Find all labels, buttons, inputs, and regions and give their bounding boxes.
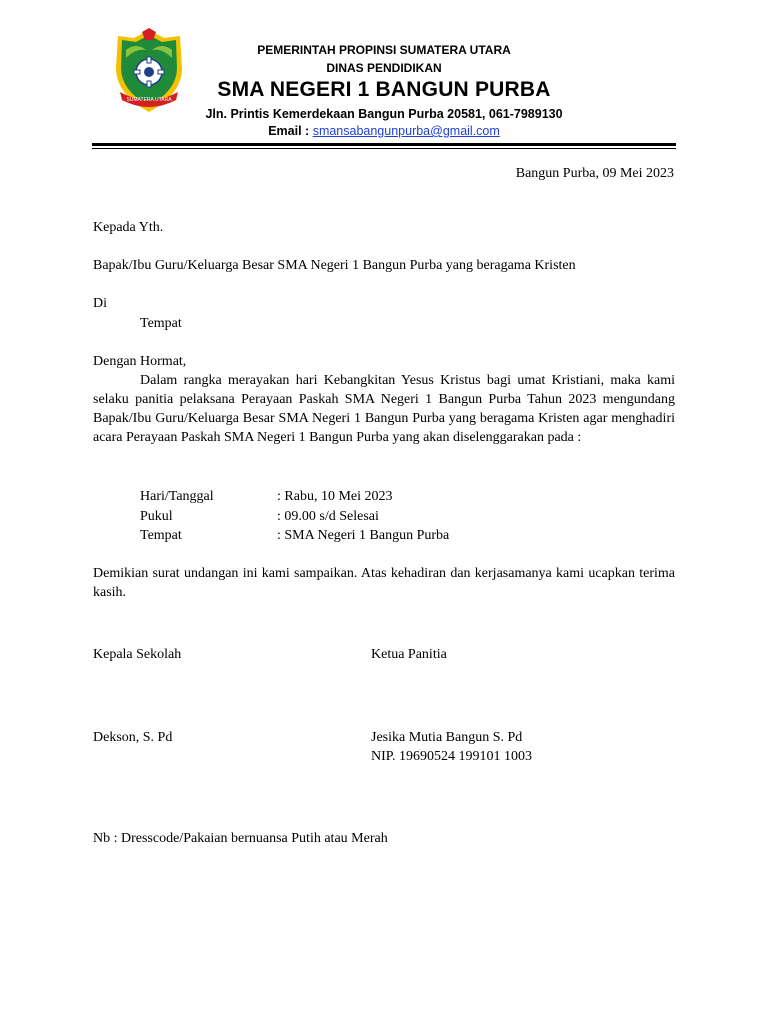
body-paragraph bbox=[93, 371, 675, 447]
letterhead-rule-thick bbox=[92, 143, 676, 146]
letterhead-school-name: SMA NEGERI 1 BANGUN PURBA bbox=[217, 78, 551, 101]
recipient: Bapak/Ibu Guru/Keluarga Besar SMA Negeri 1 Bangun Purba yang beragama Kristen bbox=[93, 258, 576, 273]
detail-value: : SMA Negeri 1 Bangun Purba bbox=[277, 528, 450, 543]
email-link[interactable]: smansabangunpurba@gmail.com bbox=[312, 124, 500, 138]
greeting: Dengan Hormat, bbox=[93, 354, 187, 369]
tempat-label: Tempat bbox=[140, 316, 182, 331]
letterhead-department: DINAS PENDIDIKAN bbox=[326, 61, 442, 75]
detail-row-date bbox=[140, 487, 393, 506]
letterhead-email-line bbox=[188, 124, 580, 138]
closing-paragraph: Demikian surat undangan ini kami sampaikan. Atas kehadiran dan kerjasamanya kami ucapkan terima kasih. bbox=[93, 566, 675, 600]
detail-value: : Rabu, 10 Mei 2023 bbox=[277, 489, 393, 504]
salutation: Kepada Yth. bbox=[93, 220, 164, 235]
dresscode-note: Nb : Dresscode/Pakaian bernuansa Putih atau Merah bbox=[93, 831, 388, 846]
signature-left-name: Dekson, S. Pd bbox=[93, 730, 173, 745]
letterhead-address: Jln. Printis Kemerdekaan Bangun Purba 20581, 061-7989130 bbox=[205, 107, 563, 121]
detail-label: Tempat bbox=[140, 528, 182, 543]
di-label: Di bbox=[93, 296, 107, 311]
letterhead-rule-thin bbox=[92, 148, 676, 149]
logo-banner-text: SUMATERA UTARA bbox=[126, 97, 172, 103]
signature-right-name: Jesika Mutia Bangun S. Pd bbox=[371, 730, 523, 745]
signature-right-nip: NIP. 19690524 199101 1003 bbox=[371, 749, 533, 764]
email-label: Email : bbox=[268, 124, 310, 138]
detail-value: : 09.00 s/d Selesai bbox=[277, 509, 379, 524]
body-paragraph-text: Dalam rangka merayakan hari Kebangkitan Yesus Kristus bagi umat Kristiani, maka kami selaku panitia pelaksana Perayaan Paskah SMA Negeri 1 Bangun Purba Tahun 2023 mengundang Bapak/Ibu Guru/Keluarga Besar SMA Negeri 1 Bangun Purba yang beragama Kristen agar menghadiri acara Perayaan Paskah SMA Negeri 1 Bangun Purba yang akan diselenggarakan pada : bbox=[93, 373, 675, 445]
letter-date: Bangun Purba, 09 Mei 2023 bbox=[515, 166, 674, 181]
detail-label: Pukul bbox=[140, 509, 173, 524]
letterhead-government: PEMERINTAH PROPINSI SUMATERA UTARA bbox=[257, 43, 511, 57]
signature-right-title: Ketua Panitia bbox=[371, 647, 447, 662]
detail-label: Hari/Tanggal bbox=[140, 489, 214, 504]
detail-row-place bbox=[140, 526, 450, 545]
signature-left-title: Kepala Sekolah bbox=[93, 647, 182, 662]
province-emblem-logo bbox=[112, 28, 186, 114]
detail-row-time bbox=[140, 507, 379, 526]
